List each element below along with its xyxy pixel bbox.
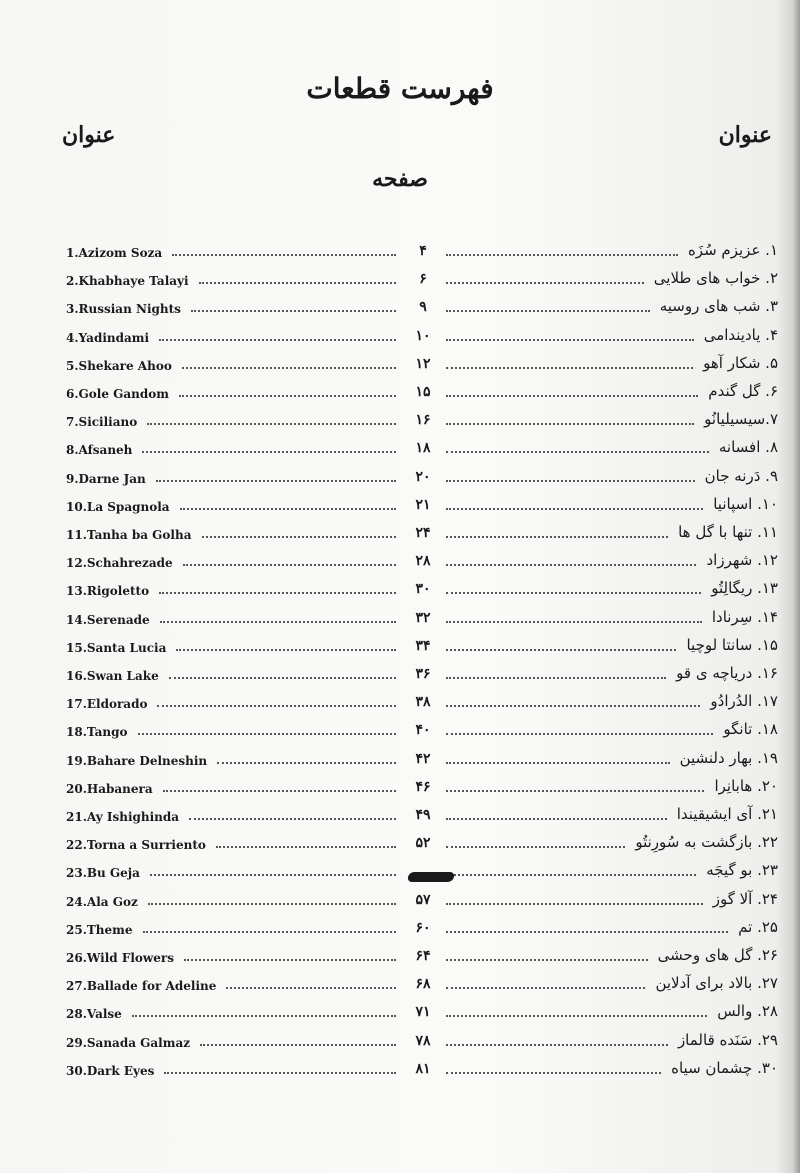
entry-english-title: 18.Tango [66, 725, 128, 739]
leader-dots-left [184, 959, 396, 961]
leader-dots-left [183, 564, 396, 566]
entry-persian-title: ۷.سیسیلیانُو [704, 410, 778, 428]
entry-persian-title: ۱۸. تانگو [723, 720, 778, 738]
leader-dots-right [446, 649, 676, 651]
leader-dots-left [159, 592, 396, 594]
entry-english-title: 7.Siciliano [66, 415, 138, 429]
leader-dots-left [132, 1015, 396, 1017]
entry-page-number: ۴۶ [415, 779, 431, 795]
entry-page-number: ۶۴ [415, 948, 431, 964]
leader-dots-right [446, 254, 678, 256]
leader-dots-right [446, 818, 667, 820]
list-item [0, 1001, 800, 1027]
entry-english-title: 27.Ballade for Adeline [66, 979, 217, 993]
entry-english-title: 8.Afsaneh [66, 443, 133, 457]
list-item [0, 522, 800, 548]
entry-persian-title: ۱۱. تنها با گل ها [678, 523, 778, 541]
list-item [0, 635, 800, 661]
entry-page-number: ۱۰ [415, 328, 431, 344]
list-item [0, 240, 800, 266]
entry-persian-title: ۲۸. والس [717, 1002, 778, 1020]
entry-persian-title: ۲۴. آلا گوز [712, 890, 778, 908]
entry-english-title: 19.Bahare Delneshin [66, 754, 208, 768]
entry-page-number: ۳۴ [415, 638, 431, 654]
leader-dots-left [180, 508, 396, 510]
entry-persian-title: ۱۲. شهرزاد [706, 551, 778, 569]
entry-persian-title: ۲۱. آی ایشیقیندا [676, 805, 778, 823]
entry-english-title: 11.Tanha ba Golha [66, 528, 192, 542]
entry-persian-title: ۶. گل گندم [708, 382, 778, 400]
leader-dots-right [446, 508, 703, 510]
entry-page-number: ۱۸ [415, 440, 431, 456]
list-item [0, 268, 800, 294]
list-item [0, 607, 800, 633]
list-item [0, 719, 800, 745]
list-item [0, 325, 800, 351]
leader-dots-right [446, 762, 670, 764]
ink-smudge [407, 872, 455, 882]
list-item [0, 550, 800, 576]
leader-dots-left [216, 846, 396, 848]
leader-dots-right [446, 959, 648, 961]
leader-dots-left [164, 1072, 396, 1074]
leader-dots-left [226, 987, 396, 989]
list-item [0, 945, 800, 971]
entry-english-title: 2.Khabhaye Talayi [66, 274, 189, 288]
leader-dots-left [191, 310, 396, 312]
list-item [0, 296, 800, 322]
entry-page-number: ۱۵ [415, 384, 431, 400]
leader-dots-left [159, 339, 396, 341]
leader-dots-left [217, 762, 396, 764]
entry-persian-title: ۱. عزیزم سُزَه [687, 241, 778, 259]
entry-english-title: 12.Schahrezade [66, 556, 173, 570]
list-item [0, 973, 800, 999]
entry-english-title: 13.Rigoletto [66, 584, 150, 598]
entry-persian-title: ۲۲. بازگشت به سُورِنتُو [635, 833, 778, 851]
list-item [0, 748, 800, 774]
entry-page-number: ۷۱ [415, 1004, 431, 1020]
list-item [0, 832, 800, 858]
leader-dots-right [446, 931, 728, 933]
entry-english-title: 17.Eldorado [66, 697, 148, 711]
leader-dots-left [148, 903, 396, 905]
leader-dots-right [446, 282, 644, 284]
entry-page-number: ۹ [419, 299, 427, 315]
leader-dots-left [199, 282, 396, 284]
leader-dots-right [446, 790, 704, 792]
entry-page-number: ۲۴ [415, 525, 431, 541]
list-item [0, 663, 800, 689]
list-item [0, 409, 800, 435]
entry-page-number: ۲۸ [415, 553, 431, 569]
list-item [0, 889, 800, 915]
entry-persian-title: ۵. شکار آهو [703, 354, 778, 372]
entry-persian-title: ۱۳. ریگالِتُو [711, 579, 778, 597]
entry-page-number: ۲۰ [415, 469, 431, 485]
entry-english-title: 24.Ala Goz [66, 895, 138, 909]
entry-persian-title: ۲۳. بو گیجَه [706, 861, 778, 879]
entry-page-number: ۷۸ [415, 1033, 431, 1049]
page-title: فهرست قطعات [306, 72, 494, 105]
entry-english-title: 29.Sanada Galmaz [66, 1036, 191, 1050]
list-item [0, 860, 800, 886]
leader-dots-left [189, 818, 396, 820]
leader-dots-right [446, 367, 693, 369]
entry-page-number: ۴ [419, 243, 427, 259]
leader-dots-left [176, 649, 396, 651]
entry-persian-title: ۲. خواب های طلایی [653, 269, 778, 287]
entry-persian-title: ۱۶. دریاچه ی قو [676, 664, 778, 682]
list-item [0, 437, 800, 463]
leader-dots-left [147, 423, 396, 425]
leader-dots-right [446, 310, 650, 312]
entry-persian-title: ۲۵. تم [738, 918, 778, 936]
list-item [0, 776, 800, 802]
entry-persian-title: ۱۷. الدُرادُو [710, 692, 778, 710]
entry-persian-title: ۴. یادیندامی [703, 326, 778, 344]
entry-english-title: 4.Yadindami [66, 331, 150, 345]
column-header-title-right: عنوان [718, 122, 772, 148]
entry-english-title: 14.Serenade [66, 613, 150, 627]
list-item [0, 353, 800, 379]
leader-dots-right [446, 1044, 668, 1046]
entry-persian-title: ۱۴. سِرنادا [711, 608, 778, 626]
list-item [0, 381, 800, 407]
entry-page-number: ۴۰ [415, 722, 431, 738]
leader-dots-right [446, 1072, 661, 1074]
leader-dots-left [200, 1044, 396, 1046]
entry-persian-title: ۳. شب های روسیه [659, 297, 778, 315]
entry-page-number: ۱۶ [415, 412, 431, 428]
entry-page-number: ۵۷ [415, 892, 431, 908]
entry-english-title: 21.Ay Ishighinda [66, 810, 180, 824]
leader-dots-right [446, 874, 696, 876]
entry-english-title: 9.Darne Jan [66, 472, 146, 486]
column-header-title-left: عنوان [62, 122, 116, 148]
entry-english-title: 3.Russian Nights [66, 302, 181, 316]
entry-english-title: 28.Valse [66, 1007, 122, 1021]
entry-page-number: ۳۰ [415, 581, 431, 597]
column-header-page: صفحه [372, 166, 428, 192]
leader-dots-left [156, 480, 396, 482]
entry-persian-title: ۳۰. چشمان سیاه [671, 1059, 778, 1077]
entry-persian-title: ۹. دَرنه جان [704, 467, 778, 485]
entry-page-number: ۴۹ [415, 807, 431, 823]
entry-page-number: ۱۲ [415, 356, 431, 372]
leader-dots-left [169, 677, 396, 679]
leader-dots-left [138, 733, 396, 735]
entry-persian-title: ۲۷. بالاد برای آدلاین [655, 974, 778, 992]
entry-persian-title: ۱۵. سانتا لوچیا [686, 636, 778, 654]
entry-page-number: ۳۲ [415, 610, 431, 626]
entry-page-number: ۴۲ [415, 751, 431, 767]
entry-english-title: 26.Wild Flowers [66, 951, 174, 965]
list-item [0, 578, 800, 604]
entry-page-number: ۶۸ [415, 976, 431, 992]
entry-page-number: ۶ [419, 271, 427, 287]
entry-persian-title: ۲۰. هابانِرا [714, 777, 778, 795]
entry-english-title: 10.La Spagnola [66, 500, 170, 514]
list-item [0, 494, 800, 520]
leader-dots-left [163, 790, 396, 792]
list-item [0, 1030, 800, 1056]
leader-dots-right [446, 846, 625, 848]
leader-dots-left [172, 254, 396, 256]
leader-dots-right [446, 564, 696, 566]
leader-dots-left [202, 536, 396, 538]
leader-dots-left [143, 931, 396, 933]
entry-english-title: 16.Swan Lake [66, 669, 159, 683]
entry-english-title: 30.Dark Eyes [66, 1064, 155, 1078]
entry-persian-title: ۸. افسانه [718, 438, 778, 456]
leader-dots-right [446, 536, 668, 538]
leader-dots-right [446, 903, 703, 905]
leader-dots-right [446, 1015, 707, 1017]
entry-page-number: ۳۸ [415, 694, 431, 710]
entry-page-number: ۶۰ [415, 920, 431, 936]
list-item [0, 466, 800, 492]
entry-english-title: 20.Habanera [66, 782, 153, 796]
entry-english-title: 15.Santa Lucia [66, 641, 167, 655]
leader-dots-right [446, 480, 695, 482]
entry-page-number: ۲۱ [415, 497, 431, 513]
entry-persian-title: ۱۰. اسپانیا [713, 495, 778, 513]
entry-english-title: 23.Bu Geja [66, 866, 140, 880]
entry-persian-title: ۲۶. گل های وحشی [657, 946, 778, 964]
leader-dots-left [179, 395, 396, 397]
leader-dots-right [446, 592, 701, 594]
entry-english-title: 6.Gole Gandom [66, 387, 169, 401]
entry-page-number: ۳۶ [415, 666, 431, 682]
list-item [0, 691, 800, 717]
leader-dots-left [150, 874, 396, 876]
list-item [0, 1058, 800, 1084]
leader-dots-right [446, 339, 694, 341]
leader-dots-right [446, 733, 713, 735]
leader-dots-left [160, 621, 396, 623]
leader-dots-right [446, 677, 666, 679]
entry-english-title: 5.Shekare Ahoo [66, 359, 172, 373]
leader-dots-right [446, 705, 700, 707]
leader-dots-right [446, 423, 694, 425]
entry-page-number: ۵۲ [415, 835, 431, 851]
entry-english-title: 25.Theme [66, 923, 133, 937]
list-item [0, 917, 800, 943]
leader-dots-left [182, 367, 396, 369]
entry-persian-title: ۲۹. سَنَده قالماز [677, 1031, 778, 1049]
leader-dots-right [446, 621, 702, 623]
leader-dots-right [446, 451, 709, 453]
entry-english-title: 1.Azizom Soza [66, 246, 163, 260]
leader-dots-left [157, 705, 396, 707]
list-item [0, 804, 800, 830]
entry-page-number: ۸۱ [415, 1061, 431, 1077]
leader-dots-left [142, 451, 396, 453]
entry-persian-title: ۱۹. بهار دلنشین [679, 749, 778, 767]
leader-dots-right [446, 987, 645, 989]
leader-dots-right [446, 395, 698, 397]
entry-english-title: 22.Torna a Surriento [66, 838, 206, 852]
